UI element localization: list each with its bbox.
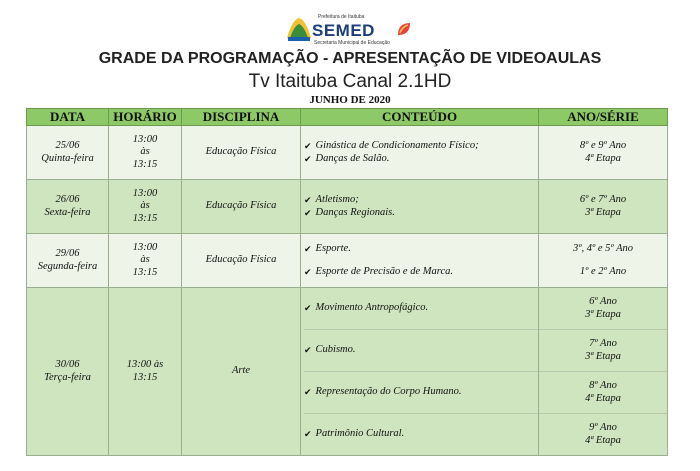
table-row xyxy=(27,126,668,180)
weekday: Quinta-feira xyxy=(41,152,94,164)
discipline-cell: Educação Física xyxy=(182,180,301,234)
grade-text: 3ª Etapa xyxy=(585,206,621,218)
col-header-conteudo: CONTEÚDO xyxy=(301,109,539,126)
grade-text: 6º Ano xyxy=(589,296,617,307)
discipline-cell: Educação Física xyxy=(182,234,301,288)
time-cell xyxy=(109,180,182,234)
content-text: Esporte. xyxy=(315,243,351,254)
grade-text: 1º e 2º Ano xyxy=(579,265,627,277)
time-cell xyxy=(109,126,182,180)
date: 30/06 xyxy=(55,359,80,370)
checkmark-icon: ✔ xyxy=(304,207,312,218)
content-text: Esporte de Precisão e de Marca. xyxy=(315,265,453,277)
grade-text: 3ª Etapa xyxy=(585,308,621,320)
logo-bottom-text: Secretaria Municipal de Educação xyxy=(314,40,390,46)
grade-text: 3º, 4º e 5º Ano xyxy=(572,243,634,254)
table-row xyxy=(27,234,668,288)
page-title: GRADE DA PROGRAMAÇÃO - APRESENTAÇÃO DE VIDEOAULAS xyxy=(98,50,602,67)
grade-cell xyxy=(539,288,668,456)
list-item xyxy=(304,194,535,207)
table-row xyxy=(27,288,668,456)
list-item xyxy=(304,266,535,279)
checkmark-icon: ✔ xyxy=(304,303,312,314)
table-row xyxy=(27,180,668,234)
grade-group xyxy=(539,371,667,413)
page-subtitle: Tv Itaituba Canal 2.1HD xyxy=(248,71,452,92)
list-item xyxy=(304,207,535,220)
content-cell xyxy=(301,126,539,180)
content-text: Cubismo. xyxy=(315,344,356,356)
grade-text: 4ª Etapa xyxy=(585,434,621,446)
semed-logo xyxy=(284,12,416,48)
content-text: Patrimônio Cultural. xyxy=(315,428,405,440)
date: 29/06 xyxy=(55,248,80,259)
list-item xyxy=(304,153,535,166)
grade-group xyxy=(539,413,667,455)
city-emblem-icon xyxy=(284,14,314,44)
list-item xyxy=(304,413,538,455)
grade-text: 9º Ano xyxy=(589,422,617,433)
checkmark-icon: ✔ xyxy=(304,244,312,254)
grade-text: 3ª Etapa xyxy=(585,350,621,362)
month-label: JUNHO DE 2020 xyxy=(309,94,391,106)
grade-text: 4ª Etapa xyxy=(585,392,621,404)
content-cell xyxy=(301,180,539,234)
checkmark-icon: ✔ xyxy=(304,195,312,205)
grade-cell xyxy=(539,126,668,180)
col-header-horario: HORÁRIO xyxy=(109,109,182,126)
discipline-cell: Arte xyxy=(182,288,301,456)
grade-text: 6º e 7º Ano xyxy=(579,194,627,205)
leaf-tag-icon xyxy=(396,21,412,37)
grade-group xyxy=(539,329,667,371)
list-item xyxy=(304,329,538,371)
weekday: Terça-feira xyxy=(44,371,91,383)
col-header-ano-serie: ANO/SÉRIE xyxy=(539,109,668,126)
grade-cell xyxy=(539,234,668,288)
logo-brand-text: SEMED xyxy=(312,21,375,40)
content-text: Representação do Corpo Humano. xyxy=(315,386,462,398)
discipline-cell: Educação Física xyxy=(182,126,301,180)
list-item xyxy=(304,243,535,256)
col-header-data: DATA xyxy=(27,109,109,126)
list-item xyxy=(304,288,538,329)
time-end: 13:15 xyxy=(132,371,158,383)
checkmark-icon: ✔ xyxy=(304,141,312,151)
weekday: Segunda-feira xyxy=(37,260,98,272)
time-cell xyxy=(109,234,182,288)
content-cell xyxy=(301,288,539,456)
time-end: 13:15 xyxy=(132,158,158,170)
date: 26/06 xyxy=(55,194,80,205)
time-start: 13:00 xyxy=(132,187,158,199)
list-item xyxy=(304,371,538,413)
date-cell xyxy=(27,126,109,180)
checkmark-icon: ✔ xyxy=(304,387,312,398)
logo-top-text: Prefeitura de Itaituba xyxy=(318,14,365,20)
grade-group xyxy=(539,288,667,329)
date-cell xyxy=(27,234,109,288)
schedule-table xyxy=(26,108,668,456)
date-cell xyxy=(27,288,109,456)
weekday: Sexta-feira xyxy=(44,206,91,218)
content-cell xyxy=(301,234,539,288)
content-text: Atletismo; xyxy=(315,194,359,205)
checkmark-icon: ✔ xyxy=(304,266,312,277)
date-cell xyxy=(27,180,109,234)
time-end: 13:15 xyxy=(132,212,158,224)
grade-text: 8º e 9º Ano xyxy=(579,140,627,151)
time-end: 13:15 xyxy=(132,266,158,278)
table-header-row xyxy=(27,109,668,126)
list-item xyxy=(304,140,535,153)
grade-cell xyxy=(539,180,668,234)
time-sep: às xyxy=(140,200,150,212)
checkmark-icon: ✔ xyxy=(304,429,312,440)
time-start: 13:00 xyxy=(132,133,158,145)
grade-text: 8º Ano xyxy=(589,380,617,391)
time-cell xyxy=(109,288,182,456)
checkmark-icon: ✔ xyxy=(304,345,312,356)
checkmark-icon: ✔ xyxy=(304,153,312,164)
content-text: Danças de Salão. xyxy=(315,152,390,164)
time-sep: às xyxy=(140,146,150,158)
date: 25/06 xyxy=(55,140,80,151)
col-header-disciplina: DISCIPLINA xyxy=(182,109,301,126)
grade-text: 7º Ano xyxy=(589,338,617,349)
time-start: 13:00 às xyxy=(126,359,164,370)
time-sep: às xyxy=(140,254,150,266)
content-text: Movimento Antropofágico. xyxy=(315,302,429,314)
content-text: Danças Regionais. xyxy=(315,206,395,218)
time-start: 13:00 xyxy=(132,241,158,253)
grade-text: 4ª Etapa xyxy=(585,152,621,164)
content-text: Ginástica de Condicionamento Físico; xyxy=(315,140,479,151)
